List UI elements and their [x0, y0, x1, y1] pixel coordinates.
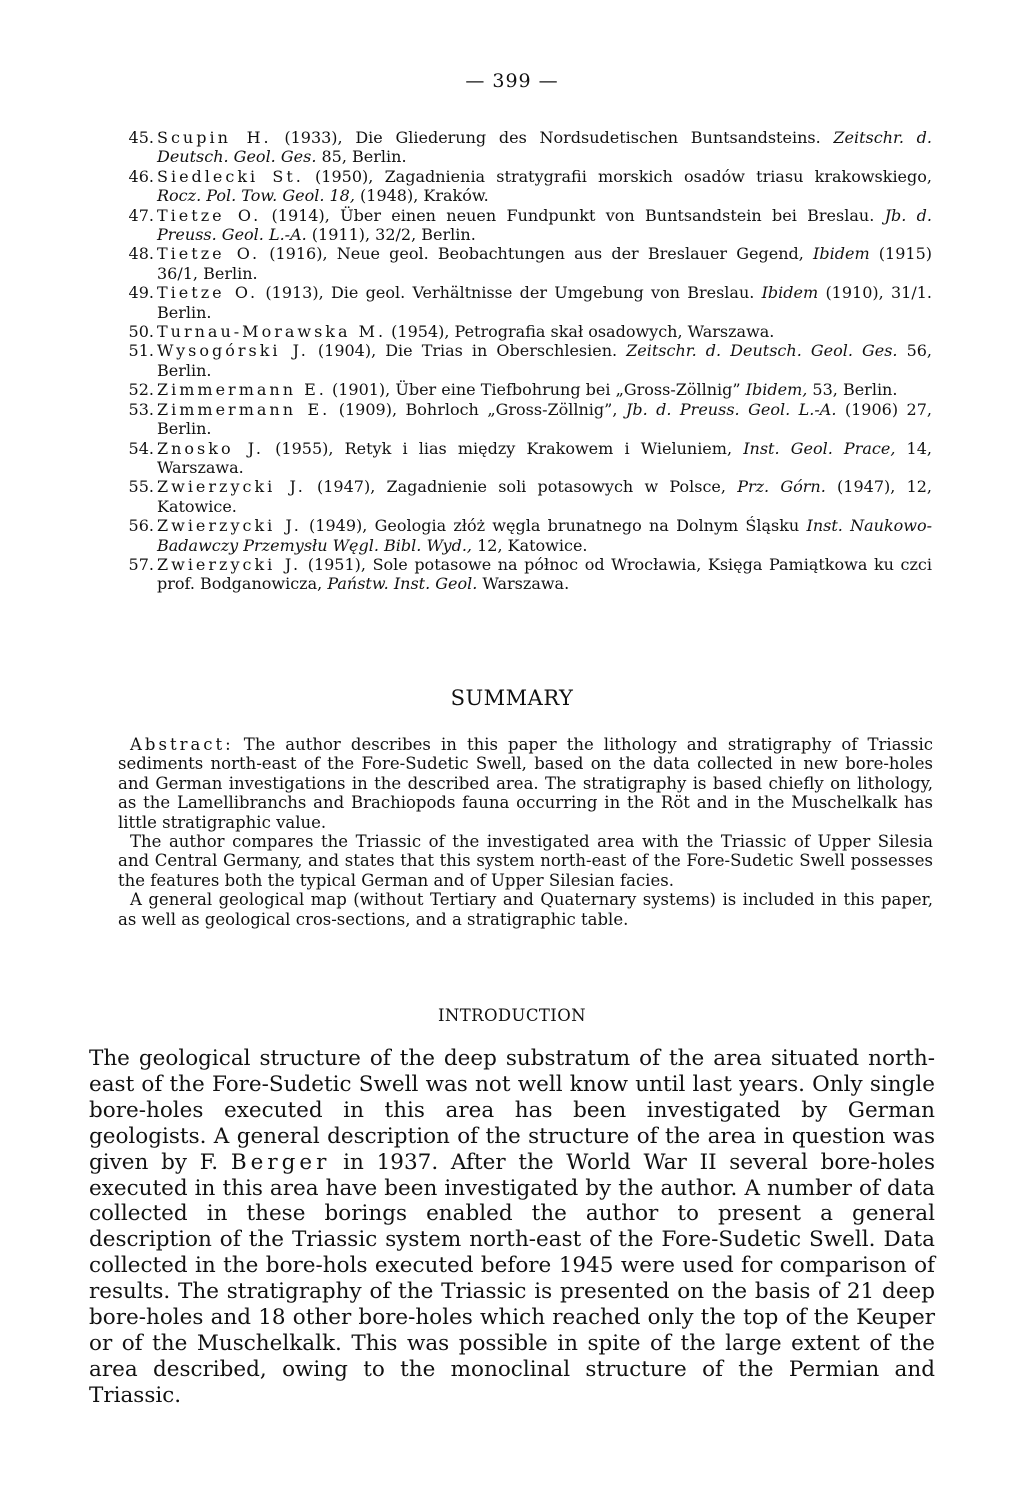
- reference-tail: 85, Berlin.: [316, 147, 407, 167]
- reference-tail: (1947), 12, Katowice.: [157, 477, 933, 516]
- reference-text: (1916), Neue geol. Beobachtungen aus der Breslauer Gegend,: [260, 244, 814, 264]
- reference-tail: 14, Warszawa.: [157, 438, 933, 477]
- reference-number: 54.: [128, 438, 154, 458]
- reference-tail: (1910), 31/1. Berlin.: [157, 283, 933, 322]
- introduction-heading: INTRODUCTION: [438, 1006, 586, 1025]
- abstract-paragraph: [118, 735, 933, 832]
- reference-venue: Ibidem,: [745, 380, 808, 400]
- reference-venue: Zeitschr. d. Deutsch. Geol. Ges.: [626, 341, 898, 361]
- reference-text: (1904), Die Trias in Oberschlesien.: [308, 341, 627, 361]
- summary-paragraph: A general geological map (without Tertiary and Quaternary systems) is included in this paper, as well as geological cros-sections, and a stratigraphic table.: [118, 890, 933, 929]
- reference-item: [128, 206, 932, 245]
- reference-number: 56.: [128, 516, 154, 536]
- reference-item: [128, 341, 932, 380]
- summary-heading: SUMMARY: [450, 686, 574, 710]
- reference-text: (1901), Über eine Tiefbohrung bei „Gross-Zöllnig”: [326, 380, 746, 400]
- introduction-text: The geological structure of the deep substratum of the area situated north-east of the Fore-Sudetic Swell was not well know until last years. Only single bore-holes executed in this area has been investigated by German geologists. A general description of the structure of the area in question was given by F.: [89, 1046, 935, 1175]
- reference-item: [128, 244, 932, 283]
- reference-venue: Rocz. Pol. Tow. Geol. 18,: [157, 186, 355, 206]
- reference-venue: Jb. d. Preuss. Geol. L.-A.: [157, 205, 933, 245]
- reference-author: Zwierzycki J.: [157, 477, 306, 497]
- reference-author: Tietze O.: [157, 205, 262, 225]
- reference-number: 55.: [128, 477, 154, 497]
- reference-author: Zimmermann E.: [157, 399, 331, 419]
- reference-text: (1914), Über einen neuen Fundpunkt von Buntsandstein bei Breslau.: [261, 205, 885, 225]
- reference-number: 57.: [128, 554, 154, 574]
- reference-author: Siedlecki St.: [157, 166, 304, 186]
- reference-item: [128, 128, 932, 167]
- reference-item: [128, 167, 932, 206]
- reference-author: Tietze O.: [157, 244, 261, 264]
- reference-item: [128, 439, 932, 478]
- reference-venue: Ibidem: [813, 244, 870, 264]
- reference-venue: Jb. d. Preuss. Geol. L.-A.: [625, 399, 837, 419]
- reference-number: 47.: [128, 205, 154, 225]
- abstract-label: Abstract:: [130, 735, 234, 754]
- reference-number: 46.: [128, 166, 154, 186]
- reference-text: (1951), Sole potasowe na północ od Wrocławia, Księga Pamiątkowa ku czci prof. Bodganowicza,: [157, 554, 932, 594]
- reference-tail: 53, Berlin.: [807, 380, 898, 400]
- reference-item: [128, 380, 932, 399]
- reference-author: Zwierzycki J.: [157, 516, 302, 536]
- reference-tail: (1948), Kraków.: [354, 186, 489, 206]
- reference-tail: 56, Berlin.: [157, 341, 933, 380]
- reference-author: Turnau-Morawska M.: [157, 322, 387, 342]
- reference-number: 49.: [128, 283, 154, 303]
- reference-text: (1949), Geologia złóż węgla brunatnego na Dolnym Śląsku: [301, 516, 807, 536]
- reference-number: 50.: [128, 322, 154, 342]
- reference-number: 45.: [128, 128, 154, 147]
- introduction-paragraph: [89, 1046, 935, 1409]
- reference-number: 53.: [128, 399, 154, 419]
- introduction-text: in 1937. After the World War II several bore-holes executed in this area have been investigated by the author. A number of data collected in these borings enabled the author to present a general description of the Triassic system north-east of the Fore-Sudetic Swell. Data collected in the bore-hols executed before 1945 were used for comparison of results. The stratigraphy of the Triassic is presented on the basis of 21 deep bore-holes and 18 other bore-holes which reached only the top of the Keuper or of the Muschelkalk. This was possible in spite of the large extent of the area described, owing to the monoclinal structure of the Permian and Triassic.: [89, 1149, 936, 1408]
- reference-author: Scupin H.: [157, 128, 272, 147]
- reference-item: [128, 400, 932, 439]
- reference-text: (1933), Die Gliederung des Nordsudetischen Buntsandsteins.: [271, 128, 834, 147]
- reference-list: [128, 128, 932, 594]
- page-number: — 399 —: [465, 70, 559, 92]
- reference-number: 48.: [128, 244, 154, 264]
- reference-venue: Inst. Naukowo-Badawczy Przemysłu Węgl. Bibl. Wyd.,: [157, 516, 933, 555]
- abstract-text: The author describes in this paper the lithology and stratigraphy of Triassic sediments north-east of the Fore-Sudetic Swell, based on the data collected in new bore-holes and German investigations in the described area. The stratigraphy is based chiefly on lithology, as the Lamellibranchs and Brachiopods fauna occurring in the Röt and in the Muschelkalk has little stratigraphic value.: [118, 735, 933, 832]
- reference-text: (1955), Retyk i lias między Krakowem i Wieluniem,: [264, 438, 744, 458]
- reference-author: Wysogórski J.: [157, 341, 309, 361]
- reference-number: 52.: [128, 380, 154, 400]
- reference-item: [128, 322, 932, 341]
- reference-author: Zimmermann E.: [157, 380, 327, 400]
- reference-venue: Inst. Geol. Prace,: [743, 438, 896, 458]
- reference-author: Tietze O.: [157, 283, 259, 303]
- summary-paragraph: The author compares the Triassic of the investigated area with the Triassic of Upper Silesia and Central Germany, and states that this system north-east of the Fore-Sudetic Swell possesses the features both the typical German and of Upper Silesian facies.: [118, 832, 933, 890]
- reference-text: (1950), Zagadnienia stratygrafii morskich osadów triasu krakowskiego,: [303, 166, 932, 186]
- author-name-spaced: Berger: [230, 1149, 331, 1175]
- reference-venue: Prz. Górn.: [737, 477, 826, 497]
- reference-number: 51.: [128, 341, 154, 361]
- summary-body: [118, 735, 933, 929]
- reference-tail: 12, Katowice.: [472, 535, 588, 555]
- reference-item: [128, 283, 932, 322]
- reference-text: (1913), Die geol. Verhältnisse der Umgebung von Breslau.: [258, 283, 762, 303]
- reference-tail: Warszawa.: [477, 574, 570, 594]
- reference-item: [128, 516, 932, 555]
- reference-author: Zwierzycki J.: [157, 554, 302, 574]
- reference-tail: (1906) 27, Berlin.: [157, 399, 932, 439]
- reference-tail: (1915) 36/1, Berlin.: [157, 244, 933, 283]
- reference-author: Znosko J.: [157, 438, 265, 458]
- reference-item: [128, 555, 932, 594]
- reference-text: (1947), Zagadnienie soli potasowych w Polsce,: [305, 477, 738, 497]
- reference-text: (1909), Bohrloch „Gross-Zöllnig”,: [330, 399, 626, 419]
- reference-venue: Zeitschr. d. Deutsch. Geol. Ges.: [157, 128, 933, 167]
- reference-tail: (1911), 32/2, Berlin.: [306, 225, 476, 245]
- reference-venue: Państw. Inst. Geol.: [327, 574, 478, 594]
- reference-venue: Ibidem: [761, 283, 819, 303]
- reference-text: (1954), Petrografia skał osadowych, Warszawa.: [386, 322, 775, 342]
- reference-item: [128, 477, 932, 516]
